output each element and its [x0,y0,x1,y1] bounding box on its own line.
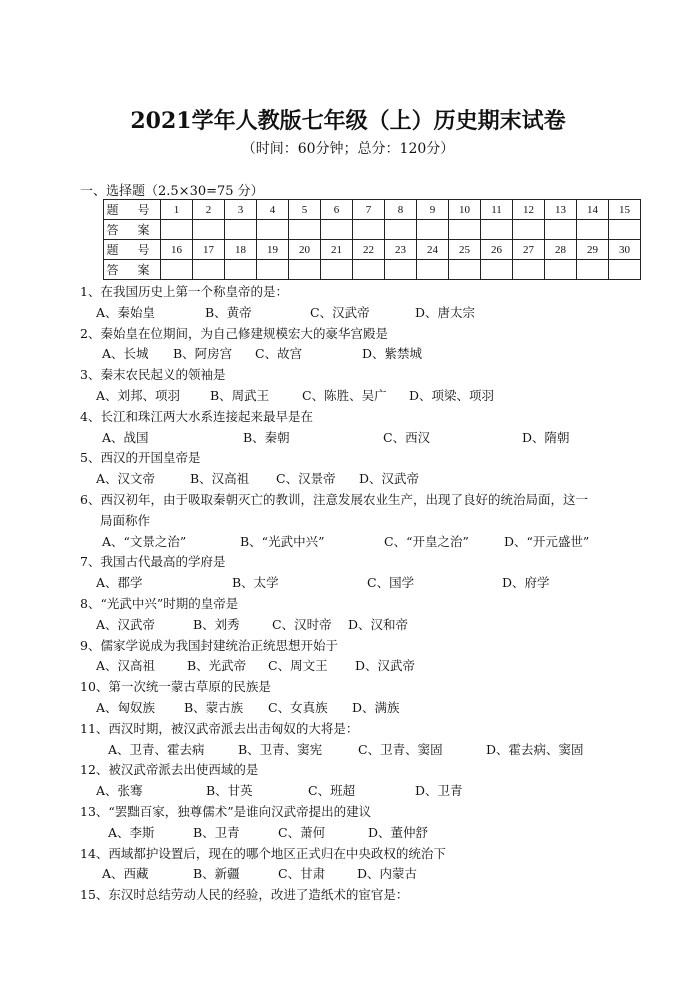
answer-cell[interactable] [609,220,641,240]
question-number-cell: 4 [257,200,289,220]
answer-cell[interactable] [449,260,481,280]
question-list [80,282,680,906]
option-b[interactable]: B、“光武中兴” [240,533,325,549]
option-b[interactable]: B、甘英 [206,783,253,799]
question-number-cell: 1 [161,200,193,220]
question-stem: 7、我国古代最高的学府是 [80,554,226,570]
option-c[interactable]: C、汉景帝 [276,471,336,487]
option-b[interactable]: B、卫青 [193,824,240,840]
option-b[interactable]: B、阿房宫 [173,346,233,362]
option-d[interactable]: D、唐太宗 [415,304,476,320]
options-row [80,864,680,885]
question-number-cell: 12 [513,200,545,220]
options-row [80,532,680,553]
question-stem: 11、西汉时期，被汉武帝派去出击匈奴的大将是： [80,720,359,736]
options-row [80,573,680,594]
answer-cell[interactable] [193,260,225,280]
question-stem: 5、西汉的开国皇帝是 [80,450,201,466]
answer-cell[interactable] [449,220,481,240]
options-row [80,428,680,449]
question-stem: 3、秦末农民起义的领袖是 [80,367,226,383]
option-b[interactable]: B、卫青、窦宪 [238,741,323,757]
option-a[interactable]: A、汉文帝 [96,471,156,487]
options-row [80,303,680,324]
option-a[interactable]: A、战国 [102,429,149,445]
answer-cell[interactable] [481,260,513,280]
answer-table [103,199,641,280]
question-stem: 6、西汉初年，由于吸取秦朝灭亡的教训，注意发展农业生产，出现了良好的统治局面，这一 [80,491,588,507]
question-number-cell: 24 [417,240,449,260]
option-d[interactable]: D、霍去病、窦固 [486,741,584,757]
option-c[interactable]: C、“开皇之治” [384,533,469,549]
option-b[interactable]: B、周武王 [210,387,270,403]
question-stem: 10、第一次统一蒙古草原的民族是 [80,679,271,695]
answer-cell[interactable] [353,260,385,280]
question-stem: 2、秦始皇在位期间，为自己修建规模宏大的豪华宫殿是 [80,325,388,341]
question-stem-continued: 局面称作 [100,512,151,528]
answer-cell[interactable] [577,260,609,280]
question-number-cell: 18 [225,240,257,260]
question-number-cell: 28 [545,240,577,260]
answer-cell[interactable] [545,260,577,280]
answer-cell[interactable] [353,220,385,240]
question-number-cell: 15 [609,200,641,220]
option-d[interactable]: D、满族 [352,699,400,715]
option-a[interactable]: A、长城 [102,346,149,362]
option-d[interactable]: D、汉武帝 [355,658,416,674]
answer-cell[interactable] [193,220,225,240]
option-a[interactable]: A、张骞 [96,783,143,799]
question-stem: 15、东汉时总结劳动人民的经验，改进了造纸术的宦官是： [80,887,409,903]
option-c[interactable]: C、故宫 [255,346,303,362]
option-c[interactable]: C、陈胜、吴广 [302,387,387,403]
option-a[interactable]: A、西藏 [102,866,149,882]
options-row [80,656,680,677]
answer-cell[interactable] [577,220,609,240]
question-stem: 1、在我国历史上第一个称皇帝的是： [80,284,288,299]
question-number-cell: 10 [449,200,481,220]
option-a[interactable]: A、“文景之治” [102,533,187,549]
table-row-numbers [104,240,641,260]
section-heading: 一、选择题（2.5×30=75 分） [80,184,264,199]
answer-cell[interactable] [289,260,321,280]
option-c[interactable]: C、甘肃 [278,866,326,882]
row-label-answer: 答 案 [104,260,161,280]
option-d[interactable]: D、内蒙古 [357,866,418,882]
question-number-cell: 14 [577,200,609,220]
table-row-numbers [104,200,641,220]
options-row [80,615,680,636]
question-stem: 9、儒家学说成为我国封建统治正统思想开始于 [80,637,338,653]
answer-cell[interactable] [257,220,289,240]
question-number-cell: 25 [449,240,481,260]
option-b[interactable]: B、光武帝 [187,658,247,674]
option-a[interactable]: A、秦始皇 [96,304,156,320]
question-stem: 14、西域都护设置后，现在的哪个地区正式归在中央政权的统治下 [80,845,446,861]
option-c[interactable]: C、西汉 [383,429,431,445]
option-c[interactable]: C、卫青、窦固 [358,741,443,757]
answer-cell[interactable] [385,260,417,280]
question-number-cell: 5 [289,200,321,220]
answer-cell[interactable] [417,260,449,280]
question-number-cell: 29 [577,240,609,260]
row-label-number: 题 号 [104,200,161,220]
question-number-cell: 22 [353,240,385,260]
table-row-answers [104,220,641,240]
answer-cell[interactable] [481,220,513,240]
option-b[interactable]: B、太学 [232,575,279,591]
options-row [80,740,680,761]
option-b[interactable]: B、汉高祖 [190,471,250,487]
option-d[interactable]: D、“开元盛世” [504,533,590,549]
options-row [80,823,680,844]
answer-cell[interactable] [225,220,257,240]
option-c[interactable]: C、班超 [308,783,356,799]
option-a[interactable]: A、匈奴族 [96,699,156,715]
option-c[interactable]: C、周文王 [268,658,328,674]
question-stem: 13、“罢黜百家，独尊儒术”是谁向汉武帝提出的建议 [80,803,372,819]
option-d[interactable]: D、汉和帝 [348,616,409,632]
option-a[interactable]: A、卫青、霍去病 [108,741,205,757]
answer-cell[interactable] [513,220,545,240]
question-number-cell: 21 [321,240,353,260]
question-number-cell: 9 [417,200,449,220]
option-b[interactable]: B、蒙古族 [184,699,244,715]
answer-cell[interactable] [161,220,193,240]
options-row [80,386,680,407]
option-a[interactable]: A、李斯 [108,824,155,840]
question-number-cell: 2 [193,200,225,220]
question-number-cell: 26 [481,240,513,260]
answer-cell[interactable] [289,220,321,240]
question-stem: 4、长江和珠江两大水系连接起来最早是在 [80,408,313,424]
option-c[interactable]: C、女真族 [268,699,328,715]
answer-cell[interactable] [545,220,577,240]
options-row [80,344,680,365]
question-number-cell: 3 [225,200,257,220]
option-a[interactable]: A、汉武帝 [96,616,156,632]
answer-cell[interactable] [161,260,193,280]
option-c[interactable]: C、汉武帝 [310,304,370,320]
question-number-cell: 6 [321,200,353,220]
question-number-cell: 20 [289,240,321,260]
row-label-answer: 答 案 [104,220,161,240]
option-d[interactable]: D、董仲舒 [368,824,429,840]
answer-cell[interactable] [321,260,353,280]
question-number-cell: 11 [481,200,513,220]
option-d[interactable]: D、府学 [502,575,550,591]
option-c[interactable]: C、萧何 [278,824,326,840]
question-stem: 12、被汉武帝派去出使西域的是 [80,762,259,778]
question-number-cell: 7 [353,200,385,220]
question-number-cell: 8 [385,200,417,220]
page-title: 2021学年人教版七年级（上）历史期末试卷 [130,108,566,134]
answer-cell[interactable] [385,220,417,240]
options-row [80,469,680,490]
option-d[interactable]: D、项梁、项羽 [409,387,495,403]
option-a[interactable]: A、汉高祖 [96,658,156,674]
options-row [80,781,680,802]
question-number-cell: 16 [161,240,193,260]
option-b[interactable]: B、秦朝 [243,429,290,445]
option-d[interactable]: D、紫禁城 [362,346,423,362]
answer-cell[interactable] [225,260,257,280]
table-row-answers [104,260,641,280]
option-c[interactable]: C、汉时帝 [272,616,332,632]
answer-cell[interactable] [257,260,289,280]
answer-cell[interactable] [609,260,641,280]
question-number-cell: 19 [257,240,289,260]
question-number-cell: 13 [545,200,577,220]
answer-cell[interactable] [417,220,449,240]
page-subtitle: （时间：60分钟；总分：120分） [241,141,455,157]
option-c[interactable]: C、国学 [367,575,415,591]
option-b[interactable]: B、刘秀 [193,616,240,632]
answer-cell[interactable] [321,220,353,240]
option-d[interactable]: D、卫青 [415,783,463,799]
option-d[interactable]: D、隋朝 [522,429,570,445]
question-number-cell: 27 [513,240,545,260]
answer-cell[interactable] [513,260,545,280]
option-a[interactable]: A、郡学 [96,575,143,591]
question-stem: 8、“光武中兴”时期的皇帝是 [80,595,239,611]
options-row [80,698,680,719]
question-number-cell: 17 [193,240,225,260]
question-number-cell: 30 [609,240,641,260]
question-number-cell: 23 [385,240,417,260]
option-a[interactable]: A、刘邦、项羽 [96,387,181,403]
option-d[interactable]: D、汉武帝 [359,471,420,487]
row-label-number: 题 号 [104,240,161,260]
option-b[interactable]: B、新疆 [193,866,240,882]
option-b[interactable]: B、黄帝 [205,304,252,320]
